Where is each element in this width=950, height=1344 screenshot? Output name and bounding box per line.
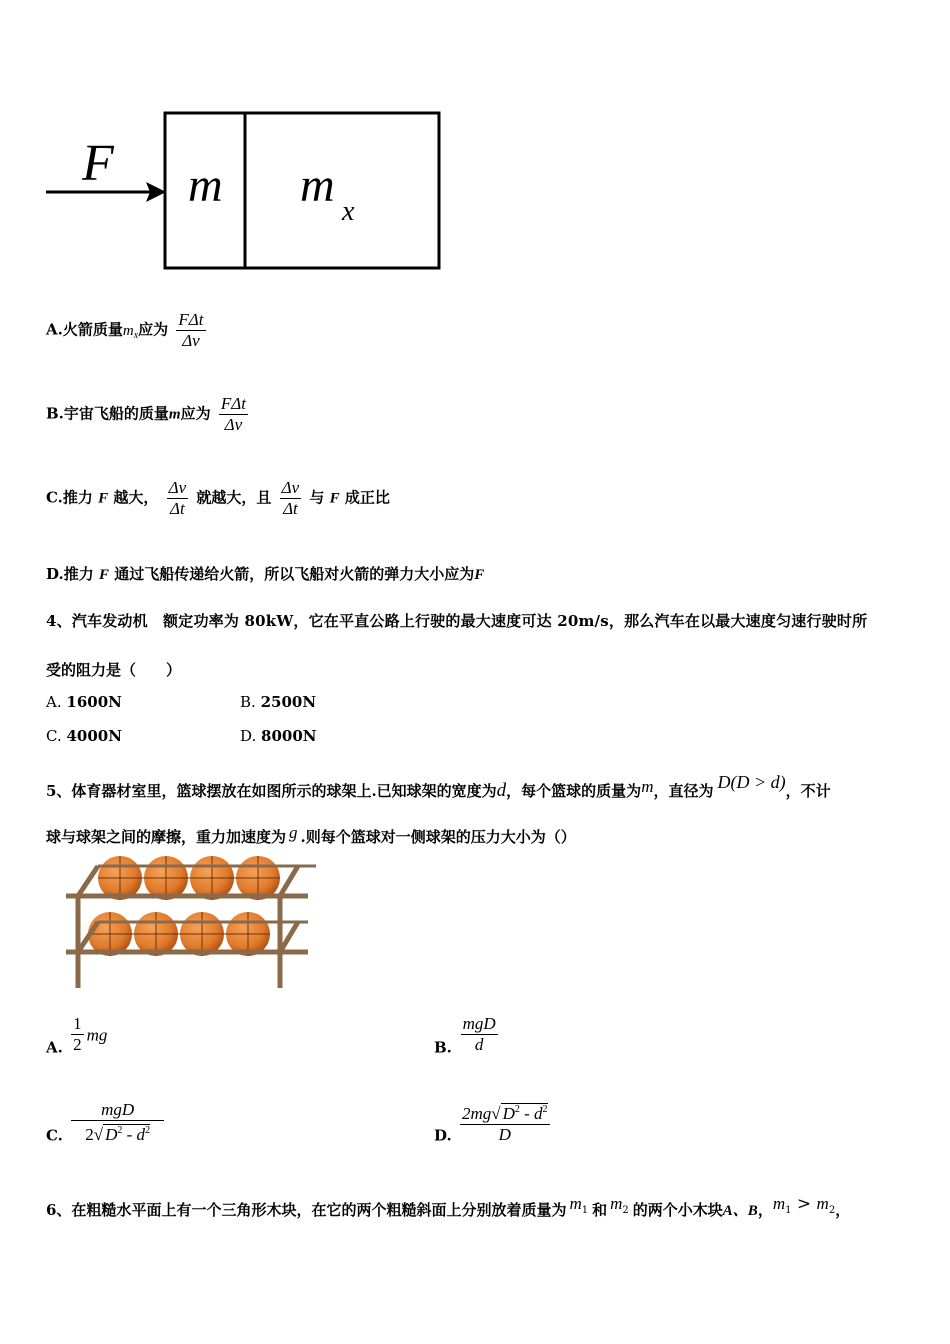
q5-option-c [46, 1100, 167, 1145]
q6-s2: 2 [622, 1205, 629, 1216]
q6-line1-a: 6、在粗糙水平面上有一个三角形木块，在它的两个粗糙斜面上分别放着质量为 [46, 1201, 567, 1219]
q6-line1-b: 的两个小木块 [632, 1201, 723, 1219]
q3-c-fraction-2: $\frac{\Delta v}{\Delta t}$ [281, 478, 300, 518]
q3-c-var: F [98, 490, 109, 507]
q5-line2-b: .则每个篮球对一侧球架的压力大小为（） [300, 828, 576, 846]
q6-m2-b: m [816, 1194, 829, 1213]
q5-var-D: D [717, 772, 731, 792]
force-label: F [82, 135, 114, 192]
q6-and: 和 [592, 1201, 608, 1219]
q4-option-b [240, 693, 316, 711]
q3-c-var-2: F [329, 490, 340, 507]
q4-b-label: B. [240, 693, 256, 711]
q3-option-a [46, 310, 209, 351]
q3-c-t3: 与 [309, 488, 325, 507]
q6-s1: 1 [581, 1205, 589, 1216]
q3-a-mid: 应为 [138, 320, 169, 339]
q5-line2 [46, 823, 576, 847]
q5-var-d: d [496, 780, 507, 801]
q5-var-m: m [641, 777, 654, 796]
q5-line1-d: ，不计 [785, 782, 831, 800]
q6-gt: > [791, 1194, 817, 1214]
q5-line1 [46, 772, 831, 802]
q4-d-value: 8000N [261, 727, 317, 745]
q5-a-rest: mg [86, 1025, 108, 1045]
q3-b-mid: 应为 [180, 404, 211, 423]
q3-option-c [46, 478, 390, 519]
q6-comma: ， [757, 1201, 773, 1219]
q6-m1-b: m [772, 1194, 786, 1213]
q3-b-var: m [168, 406, 181, 423]
q5-cond: (D > d) [730, 772, 786, 792]
force-block-diagram [40, 105, 450, 275]
q3-d-var: F [98, 567, 109, 583]
q4-line1: 4、汽车发动机 额定功率为 80kW，它在平直公路上行驶的最大速度可达 20m/s，那么汽车在以最大速度匀速行驶时所 [46, 612, 868, 630]
q4-a-label: A. [46, 693, 62, 711]
q3-b-fraction: $\frac{\text{FΔt}}{\Delta v}$ [220, 394, 246, 434]
q4-c-value: 4000N [66, 727, 122, 745]
q5-c-label: C. [46, 1126, 63, 1145]
top-row-balls [98, 856, 280, 900]
q3-c-prefix: C.推力 [46, 488, 93, 507]
q5-option-b [434, 1014, 501, 1057]
q6-m2: m [610, 1194, 623, 1213]
q3-option-d [46, 563, 484, 584]
q5-line1-b: ，每个篮球的质量为 [506, 782, 642, 800]
q4-d-label: D. [240, 727, 257, 745]
q5-d-label: D. [434, 1126, 452, 1145]
q5-line2-a: 球与球架之间的摩擦，重力加速度为 [46, 828, 287, 846]
q6-end: ， [835, 1201, 851, 1219]
q4-a-value: 1600N [66, 693, 122, 711]
q5-line1-c: ，直径为 [653, 782, 714, 800]
q4-c-label: C. [46, 727, 62, 745]
q5-option-a [46, 1014, 107, 1057]
block-m-label: m [188, 159, 223, 212]
q3-a-var-sub: x [133, 329, 139, 341]
q5-a-fraction: $\frac{1}{2}$ [73, 1014, 82, 1054]
q6-ab: A、B [722, 1203, 758, 1219]
q4-option-d [240, 727, 317, 745]
q3-d-t1: 通过飞船传递给火箭，所以飞船对火箭的弹力大小应为 [114, 565, 475, 583]
q6-m1: m [569, 1194, 582, 1213]
basketball-rack-image [58, 852, 320, 994]
q4-option-a [46, 693, 122, 711]
q3-c-fraction-1: $\frac{\Delta v}{\Delta t}$ [168, 478, 187, 518]
q5-b-fraction: $\frac{\text{mgD}}{d}$ [462, 1014, 496, 1054]
q4-b-value: 2500N [260, 693, 317, 711]
q3-a-prefix: A.火箭质量 [46, 320, 123, 339]
q6-line1 [46, 1194, 850, 1220]
q3-d-var-2: F [474, 567, 485, 583]
q6-s2-b: 2 [828, 1205, 836, 1216]
q4-line2: 受的阻力是（ ） [46, 661, 182, 679]
q4-option-c [46, 727, 122, 745]
q5-b-label: B. [434, 1038, 452, 1057]
q5-a-label: A. [46, 1038, 63, 1057]
q3-option-b [46, 394, 251, 435]
q5-option-d [434, 1100, 553, 1145]
q5-c-fraction: $\frac{\text{mgD}}{2√ D^2 - d^2}$ [71, 1100, 164, 1145]
q5-line1-a: 5、体育器材室里，篮球摆放在如图所示的球架上.已知球架的宽度为 [46, 782, 497, 800]
q3-a-fraction: $\frac{\text{FΔt}}{\Delta v}$ [178, 310, 204, 350]
q3-a-var: m [122, 322, 134, 339]
bottom-row-balls [88, 912, 270, 956]
q3-c-t4: 成正比 [344, 488, 390, 507]
q5-d-fraction: $\frac{2mg√ D^2 - d^2}{D}$ [460, 1100, 550, 1145]
q3-c-t2: 就越大，且 [196, 488, 272, 507]
block-mx-label: m [300, 159, 335, 212]
block-mx-sub: x [342, 196, 355, 227]
q5-var-g: g [289, 823, 298, 842]
q3-c-t1: 越大， [113, 488, 159, 507]
q6-s1-b: 1 [785, 1205, 792, 1216]
q3-b-prefix: B.宇宙飞船的质量 [46, 404, 169, 423]
q3-d-prefix: D.推力 [46, 565, 94, 583]
